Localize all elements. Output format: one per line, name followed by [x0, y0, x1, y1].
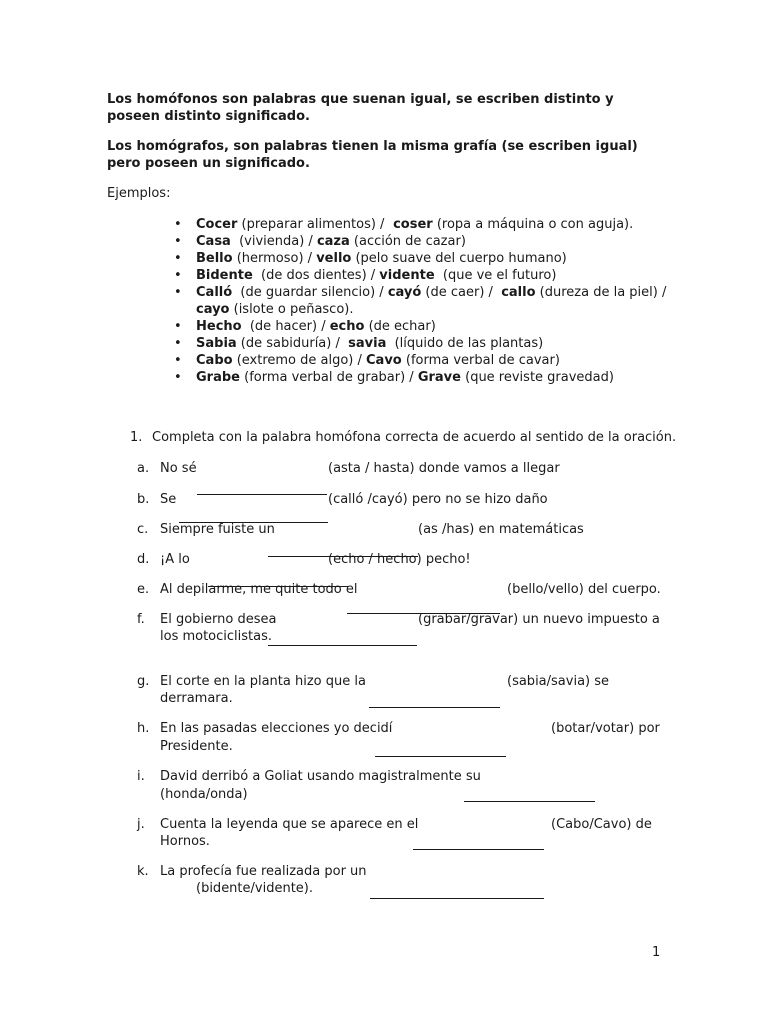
- example-item: [174, 369, 674, 386]
- example-text: (dureza de la piel) /: [535, 285, 671, 300]
- item-text: ¡A lo: [160, 552, 190, 567]
- example-word: Casa: [196, 234, 231, 249]
- item-text: (bello/vello) del cuerpo.: [507, 582, 661, 597]
- example-item: [174, 335, 674, 352]
- example-text: (preparar alimentos) /: [237, 217, 389, 232]
- item-label: j.: [137, 817, 145, 832]
- definition-homografos: Los homógrafos, son palabras tienen la misma grafía (se escriben igual) pero poseen un significado.: [107, 139, 638, 171]
- example-item: [174, 352, 674, 369]
- example-word: cayó: [387, 285, 422, 300]
- example-word: Cocer: [196, 217, 238, 232]
- item-text: (bidente/vidente).: [196, 881, 313, 896]
- exercise-instruction: Completa con la palabra homófona correcta de acuerdo al sentido de la oración.: [152, 430, 677, 445]
- example-word: vidente: [379, 268, 435, 283]
- item-label: a.: [137, 461, 150, 476]
- answer-blank[interactable]: [369, 707, 500, 708]
- item-text: David derribó a Goliat usando magistralmente su: [160, 769, 481, 784]
- item-label: h.: [137, 721, 150, 736]
- answer-blank[interactable]: [464, 801, 595, 802]
- bullet-icon: •: [174, 319, 182, 334]
- item-text: La profecía fue realizada por un: [160, 864, 367, 879]
- item-text: (botar/votar) por: [551, 721, 660, 736]
- example-text: (pelo suave del cuerpo humano): [351, 251, 567, 266]
- answer-blank[interactable]: [208, 586, 348, 587]
- answer-blank[interactable]: [179, 522, 328, 523]
- item-text: Presidente.: [160, 739, 233, 754]
- example-text: (hermoso) /: [232, 251, 317, 266]
- item-text: Al depilarme, me quite todo el: [160, 582, 358, 597]
- item-label: b.: [137, 492, 150, 507]
- example-text: (de echar): [364, 319, 436, 334]
- bullet-icon: •: [174, 268, 182, 283]
- answer-blank[interactable]: [197, 494, 327, 495]
- item-text: derramara.: [160, 691, 233, 706]
- item-text: No sé: [160, 461, 197, 476]
- bullet-icon: •: [174, 336, 182, 351]
- answer-blank[interactable]: [375, 756, 506, 757]
- item-text: Cuenta la leyenda que se aparece en el: [160, 817, 419, 832]
- exercise-number: 1.: [130, 430, 143, 445]
- example-text: (que reviste gravedad): [460, 370, 614, 385]
- item-label: f.: [137, 612, 145, 627]
- definition-homofonos: Los homófonos son palabras que suenan igual, se escriben distinto y poseen distinto significado.: [107, 92, 614, 124]
- item-text: (honda/onda): [160, 787, 248, 802]
- item-label: g.: [137, 674, 150, 689]
- example-text: (vivienda) /: [230, 234, 317, 249]
- example-word: Cabo: [196, 353, 233, 368]
- example-text: (de caer) /: [421, 285, 502, 300]
- example-text: (de hacer) /: [241, 319, 330, 334]
- example-word: Grave: [417, 370, 461, 385]
- item-text: (echo / hecho) pecho!: [328, 552, 471, 567]
- example-word: Cavo: [366, 353, 402, 368]
- item-text: El gobierno desea: [160, 612, 277, 627]
- bullet-icon: •: [174, 353, 182, 368]
- bullet-icon: •: [174, 234, 182, 249]
- bullet-icon: •: [174, 370, 182, 385]
- item-text: (as /has) en matemáticas: [418, 522, 584, 537]
- answer-blank[interactable]: [268, 645, 417, 646]
- example-item: [174, 284, 674, 318]
- item-text: (grabar/gravar) un nuevo impuesto a: [418, 612, 660, 627]
- example-text: (de sabiduría) /: [236, 336, 349, 351]
- example-word: Grabe: [196, 370, 240, 385]
- example-word: Hecho: [196, 319, 242, 334]
- examples-label: Ejemplos:: [107, 186, 171, 201]
- bullet-icon: •: [174, 217, 182, 232]
- example-text: (islote o peñasco).: [229, 302, 354, 317]
- example-word: Calló: [196, 285, 233, 300]
- example-word: Sabia: [196, 336, 237, 351]
- example-word: coser: [388, 217, 433, 232]
- item-label: c.: [137, 522, 149, 537]
- item-text: los motociclistas.: [160, 629, 273, 644]
- example-item: [174, 216, 674, 233]
- example-word: savia: [348, 336, 387, 351]
- item-label: k.: [137, 864, 149, 879]
- example-text: (de dos dientes) /: [252, 268, 380, 283]
- item-label: i.: [137, 769, 145, 784]
- item-text: En las pasadas elecciones yo decidí: [160, 721, 393, 736]
- item-text: El corte en la planta hizo que la: [160, 674, 366, 689]
- example-text: (líquido de las plantas): [386, 336, 544, 351]
- answer-blank[interactable]: [413, 849, 544, 850]
- example-text: (extremo de algo) /: [232, 353, 367, 368]
- example-item: [174, 267, 674, 284]
- example-text: (forma verbal de grabar) /: [239, 370, 418, 385]
- page-number: 1: [652, 945, 661, 960]
- bullet-icon: •: [174, 251, 182, 266]
- example-text: (de guardar silencio) /: [232, 285, 388, 300]
- example-word: cayo: [196, 302, 230, 317]
- item-text: (calló /cayó) pero no se hizo daño: [328, 492, 548, 507]
- item-text: (Cabo/Cavo) de: [551, 817, 652, 832]
- example-word: Bello: [196, 251, 233, 266]
- example-text: (acción de cazar): [349, 234, 466, 249]
- item-text: Siempre fuiste un: [160, 522, 275, 537]
- example-text: (que ve el futuro): [434, 268, 557, 283]
- example-text: (forma verbal de cavar): [401, 353, 560, 368]
- example-word: callo: [501, 285, 536, 300]
- answer-blank[interactable]: [370, 898, 544, 899]
- bullet-icon: •: [174, 285, 182, 300]
- example-word: echo: [329, 319, 365, 334]
- item-label: d.: [137, 552, 150, 567]
- example-item: [174, 318, 674, 335]
- item-text: Hornos.: [160, 834, 210, 849]
- example-word: caza: [316, 234, 350, 249]
- item-text: (sabia/savia) se: [507, 674, 610, 689]
- item-label: e.: [137, 582, 150, 597]
- examples-list: [174, 216, 674, 386]
- example-item: [174, 250, 674, 267]
- item-text: Se: [160, 492, 177, 507]
- item-text: (asta / hasta) donde vamos a llegar: [328, 461, 560, 476]
- example-word: Bidente: [196, 268, 253, 283]
- example-text: (ropa a máquina o con aguja).: [432, 217, 634, 232]
- example-word: vello: [316, 251, 352, 266]
- example-item: [174, 233, 674, 250]
